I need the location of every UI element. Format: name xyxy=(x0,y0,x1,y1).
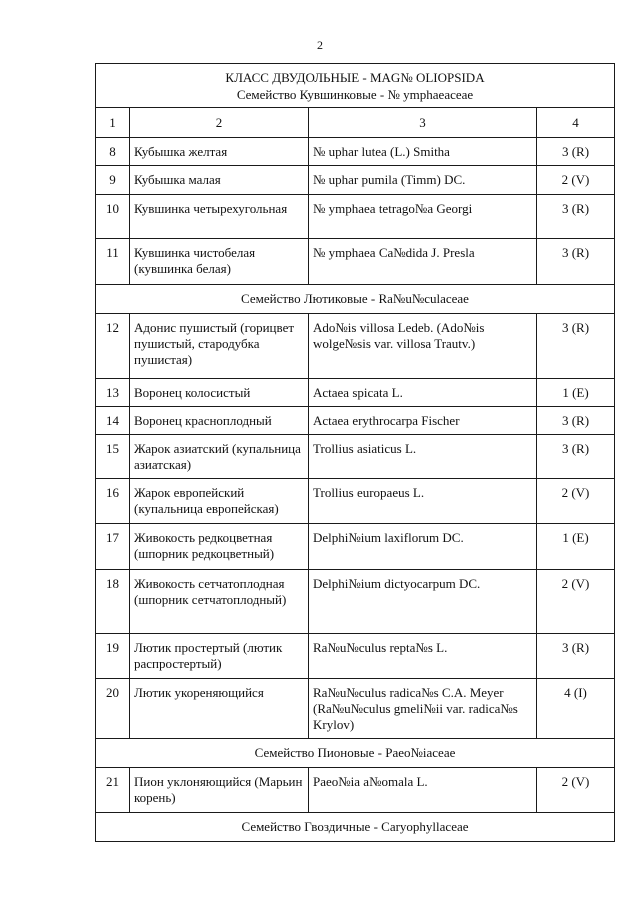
rarity-category: 3 (R) xyxy=(537,314,615,379)
rarity-category: 2 (V) xyxy=(537,166,615,195)
table-row xyxy=(96,407,615,435)
column-number: 1 xyxy=(96,108,130,138)
latin-name: Delphi№ium dictyocarpum DC. xyxy=(309,570,537,634)
table-row xyxy=(96,195,615,239)
russian-name: Адонис пушистый (горицвет пушистый, стародубка пушистая) xyxy=(130,314,309,379)
rarity-category: 2 (V) xyxy=(537,570,615,634)
table-row xyxy=(96,314,615,379)
row-number: 17 xyxy=(96,524,130,570)
russian-name: Кубышка малая xyxy=(130,166,309,195)
russian-name: Жарок азиатский (купальница азиатская) xyxy=(130,435,309,479)
table-row xyxy=(96,138,615,166)
table-row xyxy=(96,768,615,813)
latin-name: Actaea spicata L. xyxy=(309,379,537,407)
row-number: 11 xyxy=(96,239,130,285)
row-number: 13 xyxy=(96,379,130,407)
family-header-row xyxy=(96,813,615,842)
latin-name: Ado№is villosa Ledeb. (Ado№is wolge№sis var. villosa Trautv.) xyxy=(309,314,537,379)
page-number: 2 xyxy=(317,38,323,52)
rarity-category: 2 (V) xyxy=(537,479,615,524)
rarity-category: 3 (R) xyxy=(537,195,615,239)
row-number: 9 xyxy=(96,166,130,195)
rarity-category: 1 (E) xyxy=(537,379,615,407)
latin-name: Actaea erythrocarpa Fischer xyxy=(309,407,537,435)
row-number: 8 xyxy=(96,138,130,166)
table-row xyxy=(96,479,615,524)
column-number-row xyxy=(96,108,615,138)
rarity-category: 3 (R) xyxy=(537,138,615,166)
row-number: 15 xyxy=(96,435,130,479)
russian-name: Воронец колосистый xyxy=(130,379,309,407)
row-number: 18 xyxy=(96,570,130,634)
russian-name: Жарок европейский (купальница европейская) xyxy=(130,479,309,524)
russian-name: Кубышка желтая xyxy=(130,138,309,166)
column-number: 3 xyxy=(309,108,537,138)
rarity-category: 4 (I) xyxy=(537,679,615,739)
russian-name: Пион уклоняющийся (Марьин корень) xyxy=(130,768,309,813)
latin-name: № ymphaea Ca№dida J. Presla xyxy=(309,239,537,285)
class-header-cell xyxy=(96,64,615,108)
latin-name: № uphar pumila (Timm) DC. xyxy=(309,166,537,195)
rarity-category: 3 (R) xyxy=(537,435,615,479)
row-number: 14 xyxy=(96,407,130,435)
russian-name: Живокость редкоцветная (шпорник редкоцветный) xyxy=(130,524,309,570)
row-number: 20 xyxy=(96,679,130,739)
row-number: 10 xyxy=(96,195,130,239)
family-header-row xyxy=(96,285,615,314)
russian-name: Лютик укореняющийся xyxy=(130,679,309,739)
family-header-row xyxy=(96,739,615,768)
russian-name: Живокость сетчатоплодная (шпорник сетчатоплодный) xyxy=(130,570,309,634)
latin-name: Trollius asiaticus L. xyxy=(309,435,537,479)
latin-name: Trollius europaeus L. xyxy=(309,479,537,524)
rarity-category: 3 (R) xyxy=(537,634,615,679)
table-row xyxy=(96,679,615,739)
russian-name: Воронец красноплодный xyxy=(130,407,309,435)
table-row xyxy=(96,166,615,195)
family-title: Семейство Гвоздичные - Caryophyllaceae xyxy=(96,813,615,842)
rarity-category: 3 (R) xyxy=(537,239,615,285)
rarity-category: 1 (E) xyxy=(537,524,615,570)
latin-name: № ymphaea tetrago№a Georgi xyxy=(309,195,537,239)
family-title: Семейство Кувшинковые - № ymphaeaceae xyxy=(236,86,474,102)
table-row xyxy=(96,379,615,407)
row-number: 16 xyxy=(96,479,130,524)
latin-name: Ra№u№culus repta№s L. xyxy=(309,634,537,679)
table-row xyxy=(96,634,615,679)
table-row xyxy=(96,524,615,570)
russian-name: Кувшинка четырехугольная xyxy=(130,195,309,239)
russian-name: Кувшинка чистобелая (кувшинка белая) xyxy=(130,239,309,285)
table-row xyxy=(96,570,615,634)
rarity-category: 3 (R) xyxy=(537,407,615,435)
latin-name: Paeo№ia a№omala L. xyxy=(309,768,537,813)
table-row xyxy=(96,239,615,285)
class-title: КЛАСС ДВУДОЛЬНЫЕ - MAG№ OLIOPSIDA xyxy=(225,69,485,85)
column-number: 2 xyxy=(130,108,309,138)
latin-name: Ra№u№culus radica№s C.A. Meyer (Ra№u№culus gmeli№ii var. radica№s Krylov) xyxy=(309,679,537,739)
table-row xyxy=(96,435,615,479)
rarity-category: 2 (V) xyxy=(537,768,615,813)
family-title: Семейство Лютиковые - Ra№u№culaceae xyxy=(96,285,615,314)
russian-name: Лютик простертый (лютик распростертый) xyxy=(130,634,309,679)
class-header-row xyxy=(96,64,615,108)
red-list-table xyxy=(95,63,615,842)
latin-name: Delphi№ium laxiflorum DC. xyxy=(309,524,537,570)
row-number: 21 xyxy=(96,768,130,813)
table-body xyxy=(96,64,615,842)
row-number: 12 xyxy=(96,314,130,379)
latin-name: № uphar lutea (L.) Smitha xyxy=(309,138,537,166)
family-title: Семейство Пионовые - Paeo№iaceae xyxy=(96,739,615,768)
column-number: 4 xyxy=(537,108,615,138)
row-number: 19 xyxy=(96,634,130,679)
